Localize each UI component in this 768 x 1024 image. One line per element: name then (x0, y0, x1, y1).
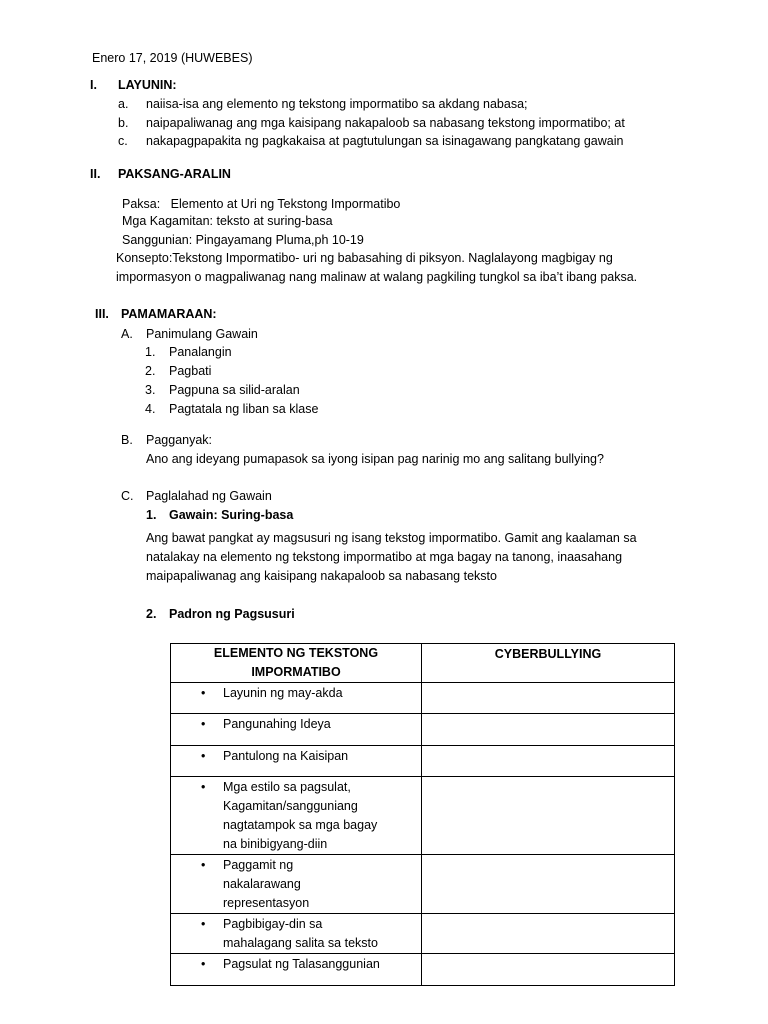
topic-line: Paksa: Elemento at Uri ng Tekstong Impormatibo (122, 197, 401, 211)
answer-cell[interactable] (422, 954, 675, 986)
table-row (171, 777, 675, 855)
section-2-numeral: II. (90, 167, 101, 181)
element-label: Layunin ng may-akda (223, 686, 343, 700)
bullet-icon: • (201, 957, 206, 971)
answer-cell[interactable] (422, 914, 675, 954)
section-2-title: PAKSANG-ARALIN (118, 167, 231, 181)
answer-cell[interactable] (422, 855, 675, 914)
bullet-icon: • (201, 717, 206, 731)
objective-text: naiisa-isa ang elemento ng tekstong impormatibo sa akdang nabasa; (146, 97, 528, 111)
element-label: Pagsulat ng Talasanggunian (223, 957, 380, 971)
subsection-b-letter: B. (121, 433, 133, 447)
task-paragraph-line: maipapaliwanag ang kaisipang nakapaloob sa nabasang teksto (146, 569, 497, 583)
bullet-icon: • (201, 858, 206, 872)
element-label: Mga estilo sa pagsulat, Kagamitan/sangguniang nagtatampok sa mga bagay na binibigyang-diin (223, 780, 378, 851)
table-row (171, 855, 675, 914)
objective-letter: b. (118, 116, 129, 130)
answer-cell[interactable] (422, 714, 675, 746)
element-label: Pangunahing Ideya (223, 717, 331, 731)
task-paragraph-line: Ang bawat pangkat ay magsusuri ng isang tekstog impormatibo. Gamit ang kaalaman sa (146, 531, 637, 545)
task-paragraph-line: natalakay na elemento ng tekstong impormatibo at mga bagay na tanong, inaasahang (146, 550, 623, 564)
list-item: Pagtatala ng liban sa klase (169, 402, 319, 416)
subsection-a-title: Panimulang Gawain (146, 327, 258, 341)
table-header-cell (171, 644, 422, 683)
task-1-number: 1. (146, 508, 157, 522)
materials-line: Mga Kagamitan: teksto at suring-basa (122, 214, 333, 228)
element-label: Pagbibigay-din sa mahalagang salita sa teksto (223, 917, 378, 950)
table-header-row (171, 644, 675, 683)
table-row (171, 683, 675, 714)
objective-text: naipapaliwanag ang mga kaisipang nakapaloob sa nabasang tekstong impormatibo; at (146, 116, 625, 130)
list-item: Panalangin (169, 345, 232, 359)
element-label: Paggamit ng nakalarawang representasyon (223, 858, 310, 910)
table-row (171, 954, 675, 986)
bullet-icon: • (201, 780, 206, 794)
subsection-c-title: Paglalahad ng Gawain (146, 489, 272, 503)
concept-line: Konsepto:Tekstong Impormatibo- uri ng babasahing di piksyon. Naglalayong magbigay ng (116, 251, 613, 265)
section-3-title: PAMAMARAAN: (121, 307, 217, 321)
analysis-table (170, 643, 675, 986)
answer-cell[interactable] (422, 746, 675, 777)
bullet-icon: • (201, 917, 206, 931)
answer-cell[interactable] (422, 777, 675, 855)
task-2-number: 2. (146, 607, 157, 621)
section-3-numeral: III. (95, 307, 109, 321)
subsection-b-title: Pagganyak: (146, 433, 213, 447)
element-label: Pantulong na Kaisipan (223, 749, 349, 763)
list-number: 2. (145, 364, 156, 378)
list-item: Pagbati (169, 364, 212, 378)
reference-line: Sanggunian: Pingayamang Pluma,ph 10-19 (122, 233, 364, 247)
objective-letter: c. (118, 134, 128, 148)
objective-text: nakapagpapakita ng pagkakaisa at pagtutulungan sa isinagawang pangkatang gawain (146, 134, 624, 148)
section-1-title: LAYUNIN: (118, 78, 177, 92)
list-number: 3. (145, 383, 156, 397)
section-1-numeral: I. (90, 78, 97, 92)
table-row (171, 746, 675, 777)
table-row (171, 914, 675, 954)
document-date: Enero 17, 2019 (HUWEBES) (92, 51, 253, 65)
bullet-icon: • (201, 686, 206, 700)
objective-letter: a. (118, 97, 129, 111)
bullet-icon: • (201, 749, 206, 763)
concept-line: impormasyon o magpaliwanag nang malinaw at walang pagkiling tungkol sa iba’t ibang paksa. (116, 270, 638, 284)
list-number: 1. (145, 345, 156, 359)
column-header-cyberbullying: CYBERBULLYING (494, 647, 602, 661)
subsection-c-letter: C. (121, 489, 134, 503)
column-header-element: ELEMENTO NG TEKSTONG IMPORMATIBO (213, 646, 379, 679)
motivation-question: Ano ang ideyang pumapasok sa iyong isipan pag narinig mo ang salitang bullying? (146, 452, 604, 466)
answer-cell[interactable] (422, 683, 675, 714)
list-item: Pagpuna sa silid-aralan (169, 383, 300, 397)
table-row (171, 714, 675, 746)
table-header-cell (422, 644, 675, 683)
subsection-a-letter: A. (121, 327, 133, 341)
list-number: 4. (145, 402, 156, 416)
task-1-title: Gawain: Suring-basa (169, 508, 294, 522)
task-2-title: Padron ng Pagsusuri (169, 607, 295, 621)
